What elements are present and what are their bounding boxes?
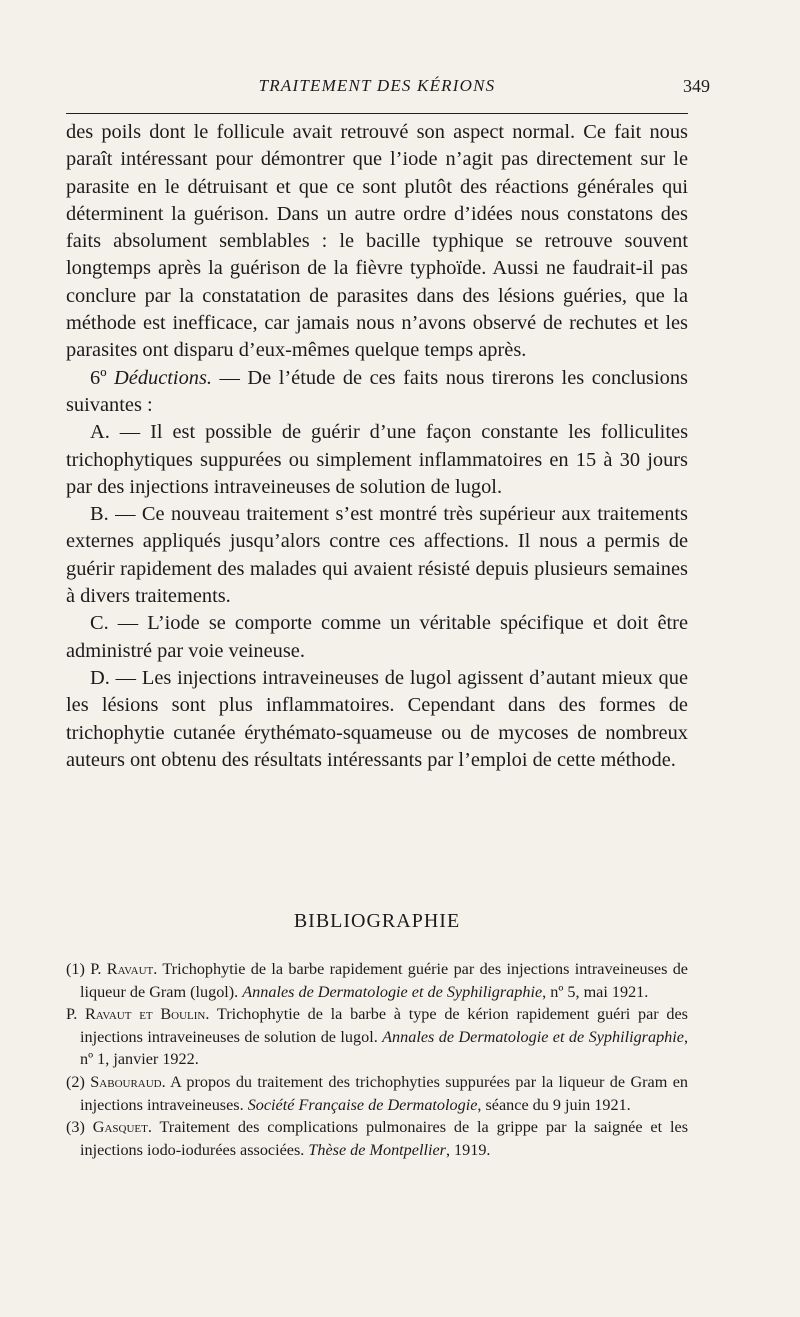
ref-number: (3): [66, 1118, 93, 1137]
ref-details: , nº 5, mai 1921.: [542, 982, 649, 1001]
ref-journal: Annales de Dermatologie et de Syphiligraphie: [242, 982, 543, 1001]
body-text: [66, 119, 688, 774]
ref-author: Gasquet: [92, 1118, 148, 1137]
conclusion-b: B. — Ce nouveau traitement s’est montré très supérieur aux traitements externes appliqués jusqu’alors contre ces affections. Il nous a permis de guérir rapidement des malades qui avaient résisté depuis plusieurs semaines à divers traitements.: [66, 503, 688, 608]
conclusion-c: C. — L’iode se comporte comme un véritable spécifique et doit être administré par voie veineuse.: [66, 612, 688, 662]
ref-title: . Traitement des complications pulmonaires de la grippe par la saignée et les injections iodo-iodurées associées.: [80, 1118, 688, 1159]
ref-details: , séance du 9 juin 1921.: [477, 1095, 631, 1114]
section-title: Déductions.: [114, 366, 213, 389]
ref-title: . Trichophytie de la barbe rapidement guérie par des injections intraveineuses de liqueur de Gram (lugol).: [80, 960, 688, 1001]
ref-number: (2): [66, 1072, 91, 1091]
conclusion-d: D. — Les injections intraveineuses de lugol agissent d’autant mieux que les lésions sont plus inflammatoires. Cependant dans des formes de trichophytie cutanée érythémato-squameuse ou de mycoses de nombreux auteurs ont obtenu des résultats intéressants par l’emploi de cette méthode.: [66, 666, 688, 771]
ref-details: , nº 1, janvier 1922.: [80, 1027, 688, 1069]
bibliography-entry: [66, 958, 688, 1003]
paragraph-continuation: des poils dont le follicule avait retrouvé son aspect normal. Ce fait nous paraît intéressant pour démontrer que l’iode n’agit pas directement sur le parasite en le détruisant et que ce sont plutôt des réactions générales qui déterminent la guérison. Dans un autre ordre d’idées nous constatons des faits absolument semblables : le bacille typhique se retrouve souvent longtemps après la guérison de la fièvre typhoïde. Aussi ne faudrait-il pas conclure par la constatation de parasites dans des lésions guéries, que la méthode est inefficace, car jamais nous n’avons observé de rechutes et les parasites ont disparu d’eux-mêmes quelque temps après.: [66, 121, 688, 362]
bibliography-list: [66, 958, 688, 1161]
bibliography-entry: [66, 1003, 688, 1071]
ref-journal: Société Française de Dermatologie: [247, 1095, 478, 1114]
running-title: TRAITEMENT DES KÉRIONS: [258, 76, 496, 95]
page-number: 349: [683, 76, 710, 96]
bibliography-entry: [66, 1071, 688, 1116]
ref-title: . A propos du traitement des trichophyties suppurées par la liqueur de Gram en injections intraveineuses.: [80, 1072, 689, 1114]
header-rule: [66, 113, 688, 114]
ref-details: , 1919.: [445, 1140, 491, 1159]
ref-author: P. Ravaut et Boulin: [66, 1005, 206, 1024]
ref-author: Sabouraud: [90, 1072, 162, 1091]
conclusion-a: A. — Il est possible de guérir d’une façon constante les folliculites trichophytiques suppurées ou simplement inflammatoires en 15 à 30 jours par des injections intraveineuses de solution de lugol.: [66, 421, 688, 498]
ref-journal: Thèse de Montpellier: [308, 1140, 446, 1159]
bibliography-entry: [66, 1116, 688, 1161]
deductions-text: — De l’étude de ces faits nous tirerons les conclusions suivantes :: [66, 366, 688, 416]
ref-number: (1): [66, 960, 91, 978]
ref-journal: Annales de Dermatologie et de Syphiligraphie: [382, 1027, 684, 1046]
ref-author: P. Ravaut: [90, 960, 154, 978]
ref-title: . Trichophytie de la barbe à type de kérion rapidement guéri par des injections intraveineuses de solution de lugol.: [80, 1005, 688, 1046]
section-number: 6º: [90, 366, 107, 389]
paragraph-deductions: [66, 365, 688, 420]
running-head: [66, 76, 710, 100]
bibliography-heading: BIBLIOGRAPHIE: [293, 910, 461, 932]
